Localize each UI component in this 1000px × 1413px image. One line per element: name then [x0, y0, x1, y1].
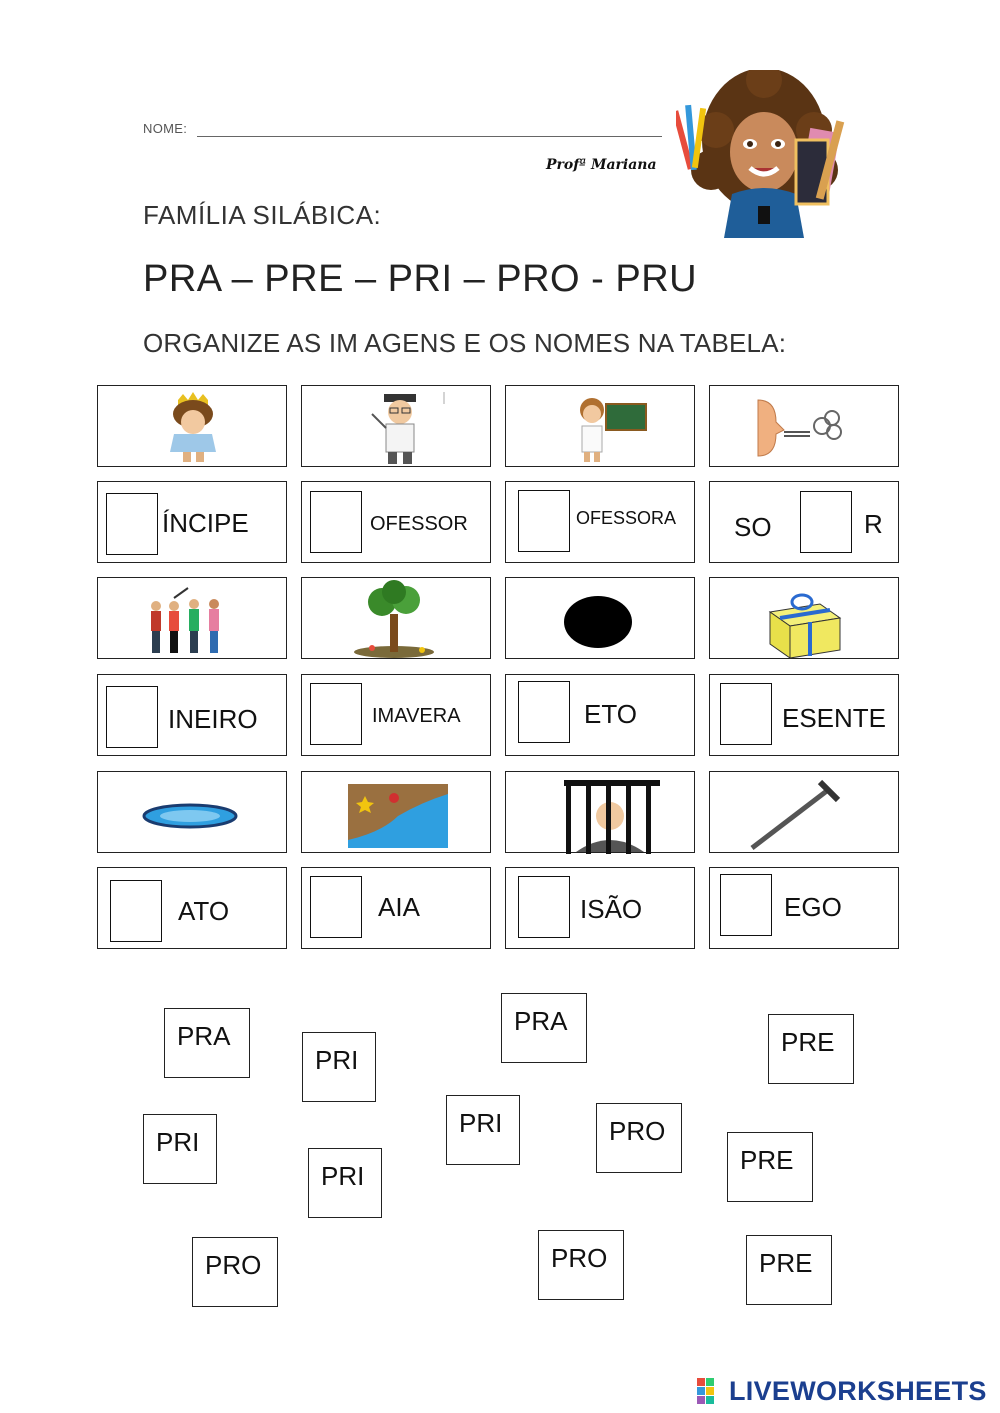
word-ending: ÍNCIPE [162, 508, 249, 538]
nail-picture [709, 771, 899, 853]
syllable-tile[interactable] [538, 1230, 624, 1300]
gift-picture [709, 577, 899, 659]
word-cell [301, 674, 491, 756]
blowing-picture [709, 385, 899, 467]
word-ending: ETO [584, 699, 637, 729]
syllable-tile[interactable] [446, 1095, 520, 1165]
name-input-line[interactable] [197, 136, 662, 137]
subtitle: FAMÍLIA SILÁBICA: [143, 200, 382, 230]
teacher-picture [505, 385, 695, 467]
syllable-tile[interactable] [727, 1132, 813, 1202]
tile-label: PRI [459, 1108, 503, 1138]
tile-label: PRI [321, 1161, 365, 1191]
syllable-drop-box[interactable] [310, 876, 362, 938]
word-cell [97, 674, 287, 756]
syllable-drop-box[interactable] [800, 491, 852, 553]
syllable-drop-box[interactable] [106, 686, 158, 748]
syllable-tile[interactable] [768, 1014, 854, 1084]
beach-picture [301, 771, 491, 853]
plate-picture [97, 771, 287, 853]
word-ending: OFESSORA [576, 508, 677, 528]
teacher-avatar-picture [676, 70, 856, 238]
word-cell [505, 674, 695, 756]
syllable-drop-box[interactable] [310, 683, 362, 745]
word-cell [97, 481, 287, 563]
syllable-tile[interactable] [192, 1237, 278, 1307]
word-cell [709, 481, 899, 563]
word-cell [301, 867, 491, 949]
word-cell [709, 867, 899, 949]
word-ending: ATO [178, 896, 230, 926]
name-label: NOME: [143, 121, 188, 136]
syllable-tile[interactable] [596, 1103, 682, 1173]
syllable-drop-box[interactable] [720, 874, 772, 936]
tile-label: PRI [156, 1127, 200, 1157]
syllable-tile[interactable] [501, 993, 587, 1063]
syllable-drop-box[interactable] [720, 683, 772, 745]
syllable-drop-box[interactable] [310, 491, 362, 553]
syllable-tile[interactable] [746, 1235, 832, 1305]
teacher-signature: Profª Mariana [546, 157, 657, 173]
syllable-tile[interactable] [164, 1008, 250, 1078]
tile-label: PRO [609, 1116, 666, 1146]
word-ending: ESENTE [782, 703, 887, 733]
syllable-drop-box[interactable] [518, 681, 570, 743]
tile-label: PRI [315, 1045, 359, 1075]
professor-picture [301, 385, 491, 467]
tree-picture [301, 577, 491, 659]
syllable-drop-box[interactable] [106, 493, 158, 555]
syllable-tile[interactable] [143, 1114, 217, 1184]
tile-label: PRO [205, 1250, 262, 1280]
prisoner-picture [505, 771, 695, 853]
queue-picture [97, 577, 287, 659]
word-end: R [864, 509, 883, 539]
tile-label: PRE [781, 1027, 835, 1057]
liveworksheets-icon [697, 1376, 725, 1404]
syllable-family: PRA – PRE – PRI – PRO - PRU [143, 258, 698, 300]
word-cell [505, 481, 695, 563]
word-ending: EGO [784, 892, 842, 922]
syllable-tile[interactable] [302, 1032, 376, 1102]
syllable-tile[interactable] [308, 1148, 382, 1218]
tile-label: PRA [514, 1006, 568, 1036]
word-ending: OFESSOR [370, 513, 468, 535]
syllable-drop-box[interactable] [518, 876, 570, 938]
word-start: SO [734, 512, 772, 542]
word-cell [301, 481, 491, 563]
tile-label: PRO [551, 1243, 608, 1273]
word-ending: INEIRO [168, 704, 258, 734]
word-ending: IMAVERA [372, 705, 461, 727]
word-cell [505, 867, 695, 949]
word-cell [97, 867, 287, 949]
syllable-drop-box[interactable] [518, 490, 570, 552]
liveworksheets-text: LIVEWORKSHEETS [729, 1376, 987, 1406]
word-ending: ISÃO [580, 894, 643, 924]
liveworksheets-logo [697, 1376, 987, 1406]
word-cell [709, 674, 899, 756]
instruction: ORGANIZE AS IM AGENS E OS NOMES NA TABELA: [143, 328, 787, 358]
black-dot-picture [505, 577, 695, 659]
prince-picture [97, 385, 287, 467]
tile-label: PRA [177, 1021, 231, 1051]
tile-label: PRE [740, 1145, 794, 1175]
tile-label: PRE [759, 1248, 813, 1278]
syllable-drop-box[interactable] [110, 880, 162, 942]
word-ending: AIA [378, 892, 420, 922]
